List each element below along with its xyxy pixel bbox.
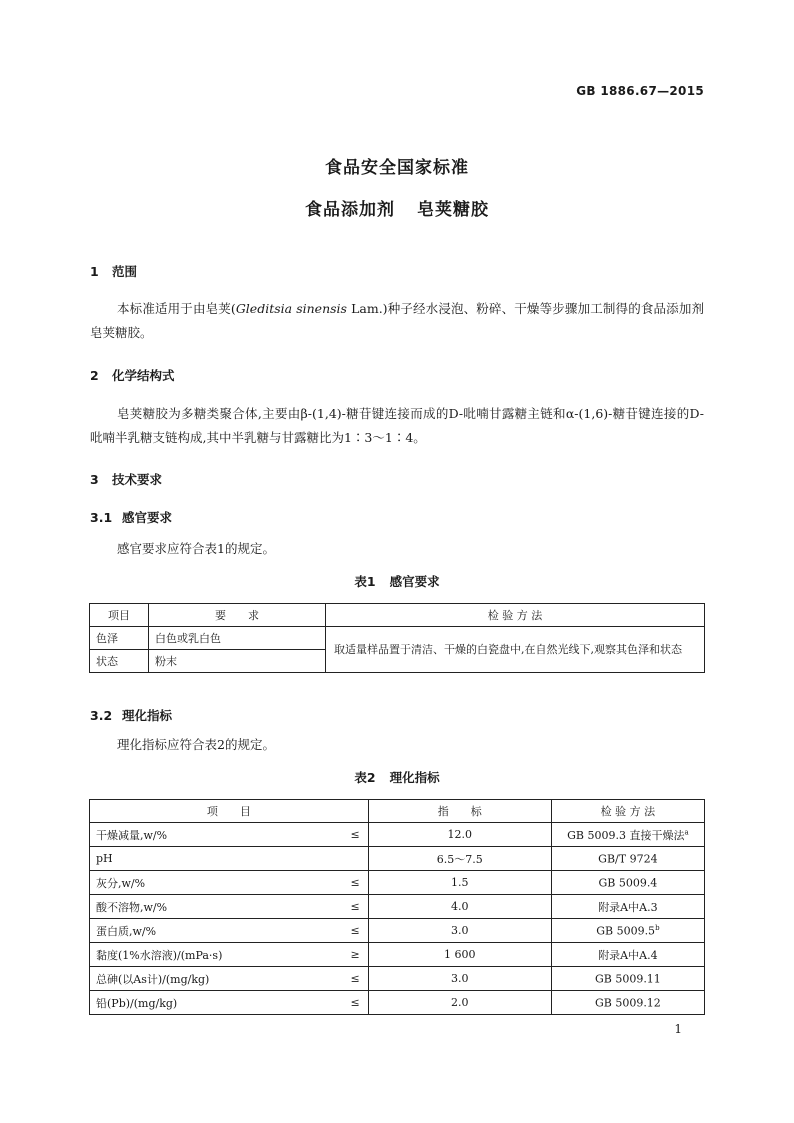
item-cell xyxy=(90,919,334,943)
table-row xyxy=(90,967,705,991)
comparison-symbol-cell xyxy=(334,871,369,895)
table-2-caption xyxy=(0,768,794,786)
cell-text: 3.0 xyxy=(451,924,469,937)
cell-text: 附录A中A.4 xyxy=(598,948,658,962)
section-number: 1 xyxy=(90,264,99,279)
section-3-2-heading xyxy=(90,706,172,724)
caption-title: 理化指标 xyxy=(389,770,440,785)
value-cell xyxy=(368,895,551,919)
cell-text: 附录A中A.3 xyxy=(598,900,658,914)
value-cell xyxy=(368,943,551,967)
item-cell xyxy=(90,943,334,967)
subtitle-part-b: 皂荚糖胶 xyxy=(417,200,489,220)
cell-text: 蛋白质,w/% xyxy=(96,924,157,938)
cell-text: 1.5 xyxy=(451,876,469,889)
requirement-cell: 粉末 xyxy=(149,650,326,673)
page-number: 1 xyxy=(674,1022,682,1036)
column-header: 检 验 方 法 xyxy=(326,604,705,627)
document-subtitle xyxy=(0,195,794,220)
cell-text: 铅(Pb)/(mg/kg) xyxy=(96,996,178,1010)
column-header: 项目 xyxy=(90,604,149,627)
cell-text: 6.5～7.5 xyxy=(436,852,483,866)
table-1-caption xyxy=(0,572,794,590)
column-header: 项 目 xyxy=(90,800,369,823)
cell-text: ≤ xyxy=(350,828,360,841)
cell-text: pH xyxy=(96,852,113,865)
method-cell xyxy=(551,919,704,943)
sensory-requirements-table xyxy=(89,603,705,673)
table-row xyxy=(90,823,705,847)
method-cell xyxy=(551,967,704,991)
column-header: 要 求 xyxy=(149,604,326,627)
section-3-heading xyxy=(90,470,162,488)
table-row xyxy=(90,627,705,650)
cell-text: ≤ xyxy=(350,996,360,1009)
comparison-symbol-cell xyxy=(334,967,369,991)
section-title: 范围 xyxy=(112,264,138,279)
document-title: 食品安全国家标准 xyxy=(325,158,469,178)
text-part: Lam.)种子经水浸泡、粉碎、干燥等步骤加工制得的食品添加剂皂荚糖胶。 xyxy=(90,301,704,340)
section-title: 技术要求 xyxy=(112,472,163,487)
comparison-symbol-cell xyxy=(334,895,369,919)
section-title: 理化指标 xyxy=(122,708,173,723)
cell-text: 12.0 xyxy=(447,828,473,841)
cell-text: ≤ xyxy=(350,924,360,937)
comparison-symbol-cell xyxy=(334,919,369,943)
footnote-marker: b xyxy=(655,923,660,932)
section-number: 3.1 xyxy=(90,510,113,525)
method-cell xyxy=(551,895,704,919)
cell-text: 总砷(以As计)/(mg/kg) xyxy=(96,972,210,986)
section-title: 化学结构式 xyxy=(112,368,175,383)
item-cell: 色泽 xyxy=(90,627,149,650)
cell-text: 1 600 xyxy=(444,948,476,961)
comparison-symbol-cell xyxy=(334,847,369,871)
value-cell xyxy=(368,991,551,1015)
comparison-symbol-cell xyxy=(334,823,369,847)
cell-text: 灰分,w/% xyxy=(96,876,146,890)
column-header: 指 标 xyxy=(368,800,551,823)
cell-text: GB/T 9724 xyxy=(598,852,658,866)
cell-text: ≤ xyxy=(350,876,360,889)
footnote-marker: a xyxy=(684,827,689,836)
value-cell xyxy=(368,967,551,991)
cell-text: 3.0 xyxy=(451,972,469,985)
table-row xyxy=(90,871,705,895)
table-header-row xyxy=(90,604,705,627)
comparison-symbol-cell xyxy=(334,991,369,1015)
item-cell xyxy=(90,967,334,991)
cell-text: ≥ xyxy=(350,948,360,961)
subtitle-part-a: 食品添加剂 xyxy=(305,200,395,220)
table-header-row xyxy=(90,800,705,823)
caption-title: 感官要求 xyxy=(389,574,440,589)
cell-text: 干燥减量,w/% xyxy=(96,828,168,842)
section-number: 3 xyxy=(90,472,99,487)
standard-code: GB 1886.67—2015 xyxy=(576,84,704,98)
section-2-heading xyxy=(90,366,175,384)
caption-number: 表1 xyxy=(354,574,376,589)
value-cell xyxy=(368,847,551,871)
item-cell: 状态 xyxy=(90,650,149,673)
item-cell xyxy=(90,823,334,847)
method-cell xyxy=(551,847,704,871)
item-cell xyxy=(90,895,334,919)
section-2-text: 皂荚糖胶为多糖类聚合体,主要由β-(1,4)-糖苷键连接而成的D-吡喃甘露糖主链和α-(1,6)-糖苷键连接的D-吡喃半乳糖支链构成,其中半乳糖与甘露糖比为1∶3～1∶4。 xyxy=(90,406,704,445)
section-1-text xyxy=(90,297,704,345)
section-number: 3.2 xyxy=(90,708,113,723)
method-cell xyxy=(551,991,704,1015)
cell-text: GB 5009.12 xyxy=(594,996,661,1010)
cell-text: 酸不溶物,w/% xyxy=(96,900,168,914)
table-row xyxy=(90,943,705,967)
section-3-1-text: 感官要求应符合表1的规定。 xyxy=(117,541,275,556)
cell-text: ≤ xyxy=(350,900,360,913)
item-cell xyxy=(90,991,334,1015)
physicochemical-indicators-table xyxy=(89,799,705,1015)
method-cell xyxy=(551,943,704,967)
table-row xyxy=(90,919,705,943)
cell-text: GB 5009.4 xyxy=(598,876,658,890)
section-3-1-heading xyxy=(90,508,172,526)
cell-text: 4.0 xyxy=(451,900,469,913)
species-name: Gleditsia sinensis xyxy=(235,301,347,316)
caption-number: 表2 xyxy=(354,770,376,785)
requirement-cell: 白色或乳白色 xyxy=(149,627,326,650)
table-row xyxy=(90,847,705,871)
section-title: 感官要求 xyxy=(122,510,173,525)
cell-text: 黏度(1%水溶液)/(mPa·s) xyxy=(96,948,223,962)
method-cell: 取适量样品置于清洁、干燥的白瓷盘中,在自然光线下,观察其色泽和状态 xyxy=(326,627,705,673)
table-row xyxy=(90,991,705,1015)
cell-text: GB 5009.3 直接干燥法 xyxy=(567,828,685,842)
cell-text: ≤ xyxy=(350,972,360,985)
value-cell xyxy=(368,919,551,943)
table-row xyxy=(90,895,705,919)
text-part: 本标准适用于由皂荚( xyxy=(117,301,236,316)
section-3-2-text: 理化指标应符合表2的规定。 xyxy=(117,737,275,752)
cell-text: GB 5009.11 xyxy=(594,972,661,986)
item-cell xyxy=(90,847,334,871)
value-cell xyxy=(368,871,551,895)
cell-text: 2.0 xyxy=(451,996,469,1009)
item-cell xyxy=(90,871,334,895)
section-number: 2 xyxy=(90,368,99,383)
method-cell xyxy=(551,823,704,847)
method-cell xyxy=(551,871,704,895)
column-header: 检 验 方 法 xyxy=(551,800,704,823)
comparison-symbol-cell xyxy=(334,943,369,967)
section-1-heading xyxy=(90,262,137,280)
cell-text: GB 5009.5 xyxy=(596,924,656,938)
value-cell xyxy=(368,823,551,847)
